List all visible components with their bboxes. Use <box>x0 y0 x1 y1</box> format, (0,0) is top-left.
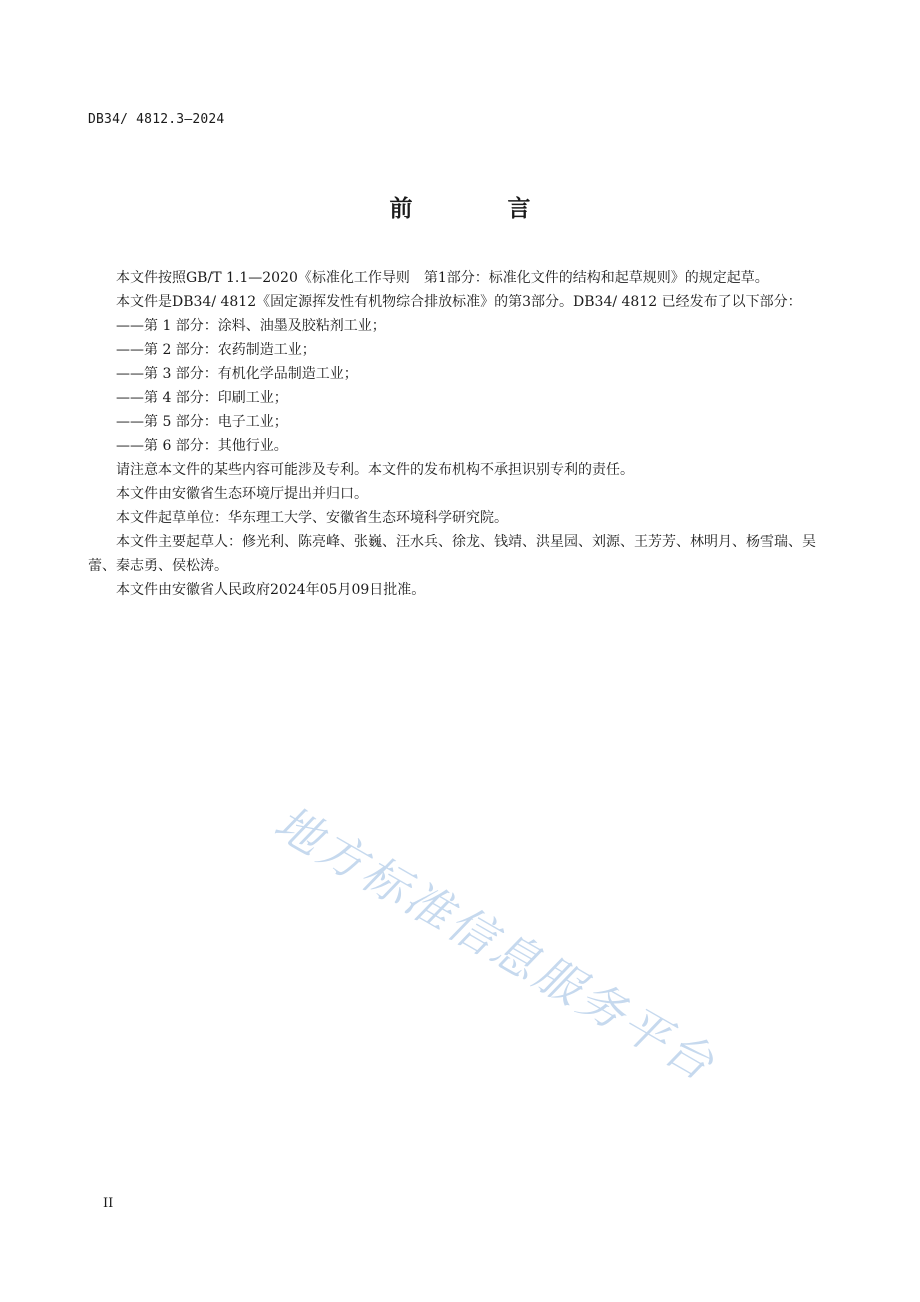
paragraph-patent-notice: 请注意本文件的某些内容可能涉及专利。本文件的发布机构不承担识别专利的责任。 <box>116 462 634 478</box>
paragraph-drafting-units: 本文件起草单位：华东理工大学、安徽省生态环境科学研究院。 <box>116 510 508 526</box>
list-item-part-5: ——第 5 部分：电子工业； <box>116 414 288 430</box>
list-item-part-2: ——第 2 部分：农药制造工业； <box>116 342 316 358</box>
list-item-part-6: ——第 6 部分：其他行业。 <box>116 438 288 454</box>
watermark: 地方标准信息服务平台 <box>265 795 726 1092</box>
paragraph-approval: 本文件由安徽省人民政府2024年05月09日批准。 <box>116 582 426 598</box>
paragraph-drafters: 本文件主要起草人：修光利、陈亮峰、张巍、汪水兵、徐龙、钱靖、洪星园、刘源、王芳芳、林明月、杨雪瑞、吴蕾、秦志勇、侯松涛。 <box>88 534 816 574</box>
paragraph-proposer: 本文件由安徽省生态环境厅提出并归口。 <box>116 486 368 502</box>
standard-code-header: DB34/ 4812.3—2024 <box>88 112 225 127</box>
paragraph-drafting-rules: 本文件按照GB/T 1.1—2020《标准化工作导则 第1部分：标准化文件的结构和起草规则》的规定起草。 <box>116 270 769 286</box>
list-item-part-1: ——第 1 部分：涂料、油墨及胶粘剂工业； <box>116 318 386 334</box>
page-title: 前 言 <box>389 196 567 222</box>
foreword-body <box>88 266 816 602</box>
paragraph-series-intro: 本文件是DB34/ 4812《固定源挥发性有机物综合排放标准》的第3部分。DB34/ 4812 已经发布了以下部分： <box>116 294 802 310</box>
list-item-part-4: ——第 4 部分：印刷工业； <box>116 390 288 406</box>
list-item-part-3: ——第 3 部分：有机化学品制造工业； <box>116 366 358 382</box>
page-number: II <box>103 1196 114 1211</box>
